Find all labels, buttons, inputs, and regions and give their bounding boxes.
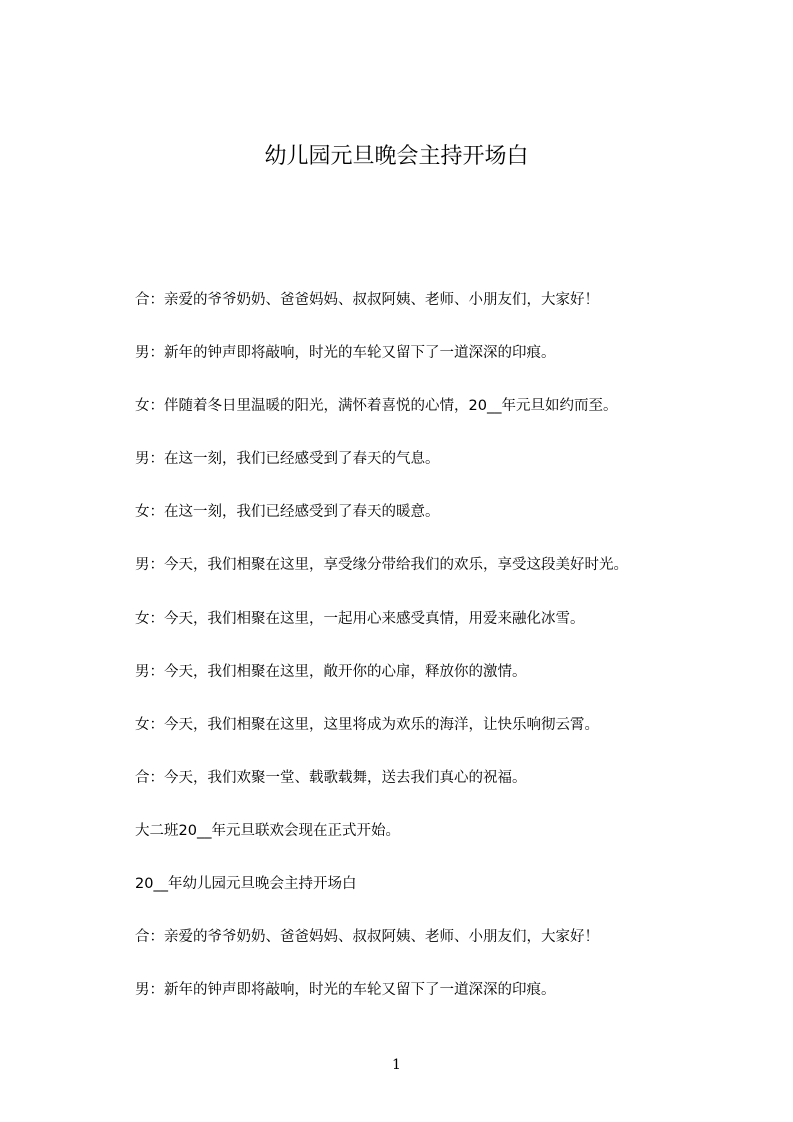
paragraph-line: 合：亲爱的爷爷奶奶、爸爸妈妈、叔叔阿姨、老师、小朋友们，大家好！ — [135, 929, 599, 946]
paragraph-line: 男：新年的钟声即将敲响，时光的车轮又留下了一道深深的印痕。 — [135, 345, 556, 362]
paragraph-line: 男：今天，我们相聚在这里，享受缘分带给我们的欢乐，享受这段美好时光。 — [135, 557, 628, 574]
paragraph-line: 合：今天，我们欢聚一堂、载歌载舞，送去我们真心的祝福。 — [135, 769, 527, 786]
paragraph-line: 女：伴随着冬日里温暖的阳光，满怀着喜悦的心情，20__年元旦如约而至。 — [135, 398, 618, 415]
document-title: 幼儿园元旦晚会主持开场白 — [264, 144, 529, 169]
paragraph-line: 女：在这一刻，我们已经感受到了春天的暖意。 — [135, 504, 440, 521]
paragraph-line: 男：今天，我们相聚在这里，敞开你的心扉，释放你的激情。 — [135, 663, 527, 680]
document-body — [135, 284, 695, 1027]
paragraph-line: 女：今天，我们相聚在这里，这里将成为欢乐的海洋，让快乐响彻云霄。 — [135, 716, 599, 733]
paragraph-line: 女：今天，我们相聚在这里，一起用心来感受真情，用爱来融化冰雪。 — [135, 610, 585, 627]
page-number: 1 — [392, 1057, 401, 1073]
paragraph-line: 大二班20__年元旦联欢会现在正式开始。 — [135, 822, 400, 839]
paragraph-line: 20__年幼儿园元旦晚会主持开场白 — [135, 876, 357, 893]
paragraph-line: 男：在这一刻，我们已经感受到了春天的气息。 — [135, 451, 440, 468]
paragraph-line: 男：新年的钟声即将敲响，时光的车轮又留下了一道深深的印痕。 — [135, 982, 556, 999]
paragraph-line: 合：亲爱的爷爷奶奶、爸爸妈妈、叔叔阿姨、老师、小朋友们，大家好！ — [135, 292, 599, 308]
